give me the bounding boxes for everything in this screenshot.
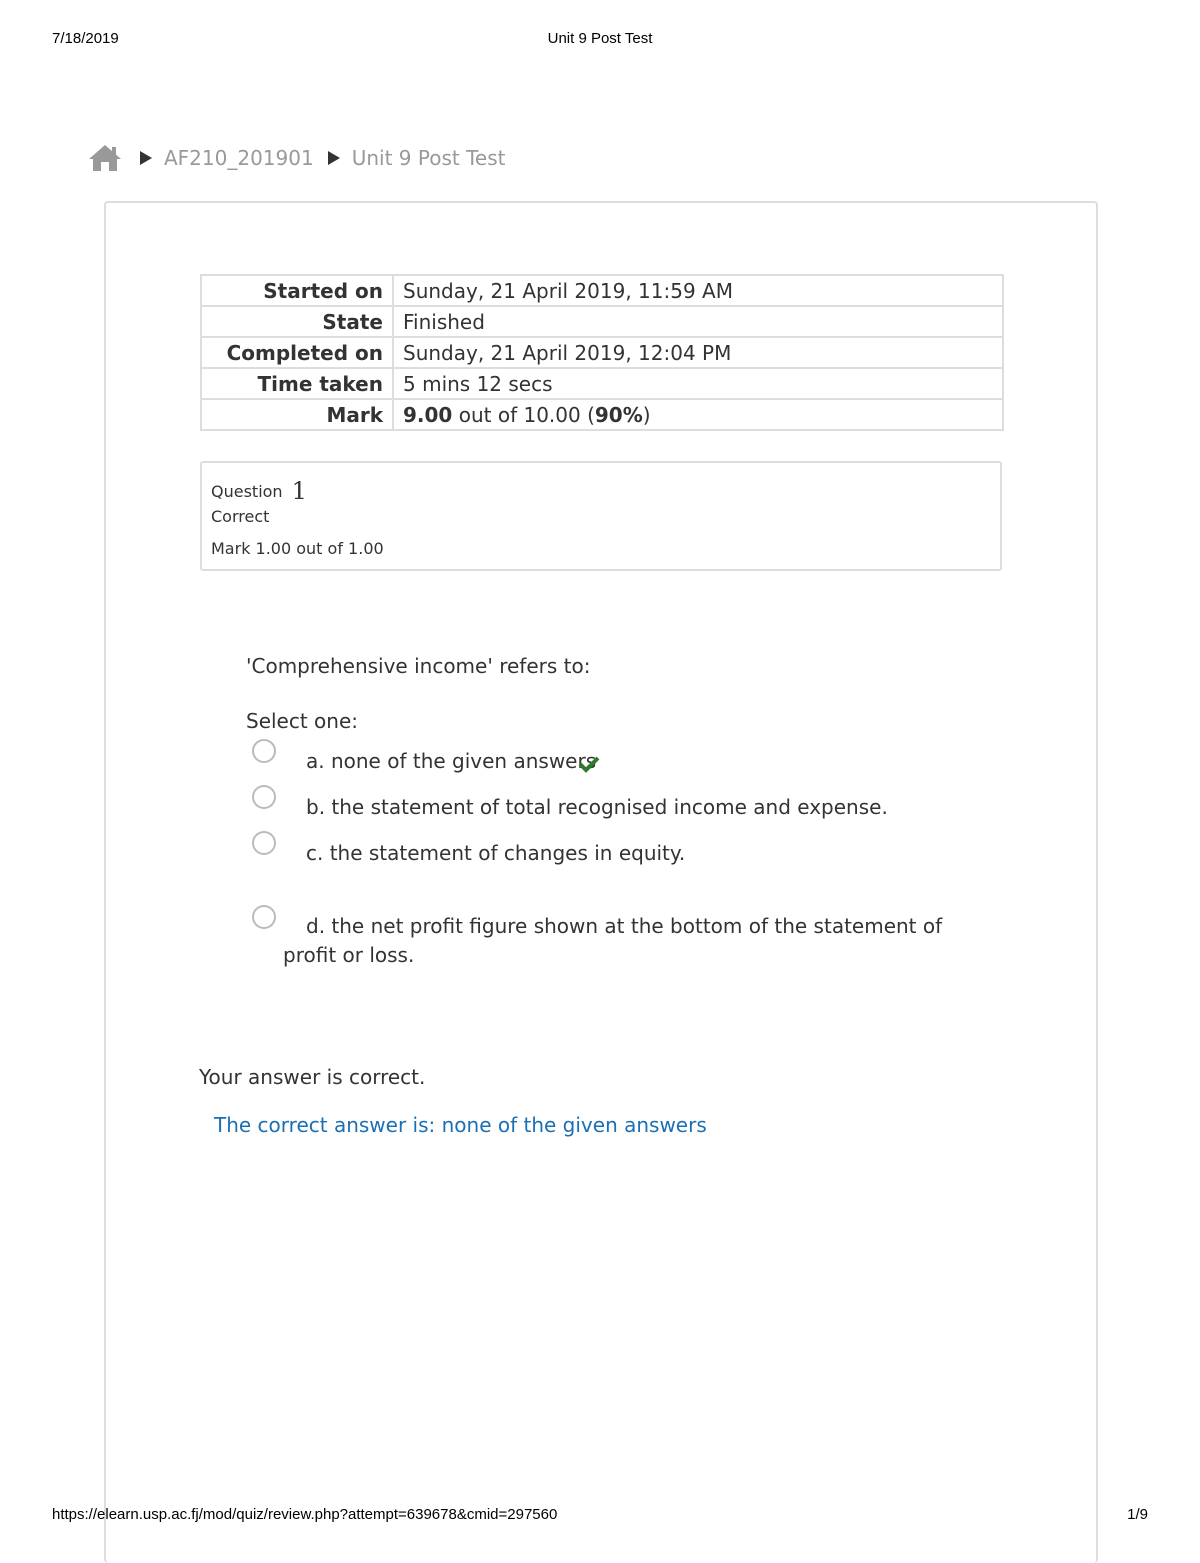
breadcrumb-separator-icon [140,151,152,165]
mark-end: ) [642,402,651,427]
table-row [201,337,1003,368]
table-row [201,306,1003,337]
breadcrumb [88,142,505,174]
breadcrumb-quiz-link[interactable]: Unit 9 Post Test [351,146,506,170]
home-icon[interactable] [88,143,122,173]
radio-button[interactable] [252,831,276,855]
attempt-summary-table [200,274,1004,431]
mark-mid: out of 10.00 ( [452,402,595,427]
answer-feedback: Your answer is correct. [199,1065,426,1089]
question-number-value: 1 [291,477,307,505]
radio-button[interactable] [252,739,276,763]
radio-button[interactable] [252,905,276,929]
check-icon [578,753,600,775]
summary-label: Mark [201,399,393,430]
print-date: 7/18/2019 [52,30,119,47]
summary-label: State [201,306,393,337]
table-row [201,399,1003,430]
question-info-box [200,461,1002,571]
question-text: 'Comprehensive income' refers to: [246,654,591,678]
breadcrumb-separator-icon [328,151,340,165]
table-row [201,368,1003,399]
radio-button[interactable] [252,785,276,809]
print-url: https://elearn.usp.ac.fj/mod/quiz/review.php?attempt=639678&cmid=297560 [52,1506,558,1523]
correct-answer-text: The correct answer is: none of the given answers [214,1113,707,1137]
table-row [201,275,1003,306]
summary-label: Started on [201,275,393,306]
breadcrumb-course-link[interactable]: AF210_201901 [164,146,314,170]
mark-percent: 90% [594,402,643,427]
summary-label: Time taken [201,368,393,399]
print-page-number: 1/9 [1127,1506,1148,1523]
answer-option-label [283,912,966,970]
summary-value: Sunday, 21 April 2019, 12:04 PM [393,337,1003,368]
summary-value: 5 mins 12 secs [393,368,1003,399]
mark-value [393,399,1003,430]
summary-label: Completed on [201,337,393,368]
question-grade: Mark 1.00 out of 1.00 [211,539,384,558]
answer-option-label: b. the statement of total recognised income and expense. [306,795,888,819]
question-prompt: Select one: [246,709,359,733]
answer-option-label: c. the statement of changes in equity. [306,841,686,865]
summary-value: Sunday, 21 April 2019, 11:59 AM [393,275,1003,306]
question-state: Correct [211,507,270,526]
summary-value: Finished [393,306,1003,337]
answer-option-label-line2: profit or loss. [283,943,415,967]
question-prefix: Question [211,482,283,501]
mark-score: 9.00 [403,402,453,427]
answer-option-label: a. none of the given answers [306,749,597,773]
question-number [211,475,307,503]
print-title: Unit 9 Post Test [547,30,653,47]
answer-option-label-line1: d. the net profit figure shown at the bottom of the statement of [306,914,943,938]
